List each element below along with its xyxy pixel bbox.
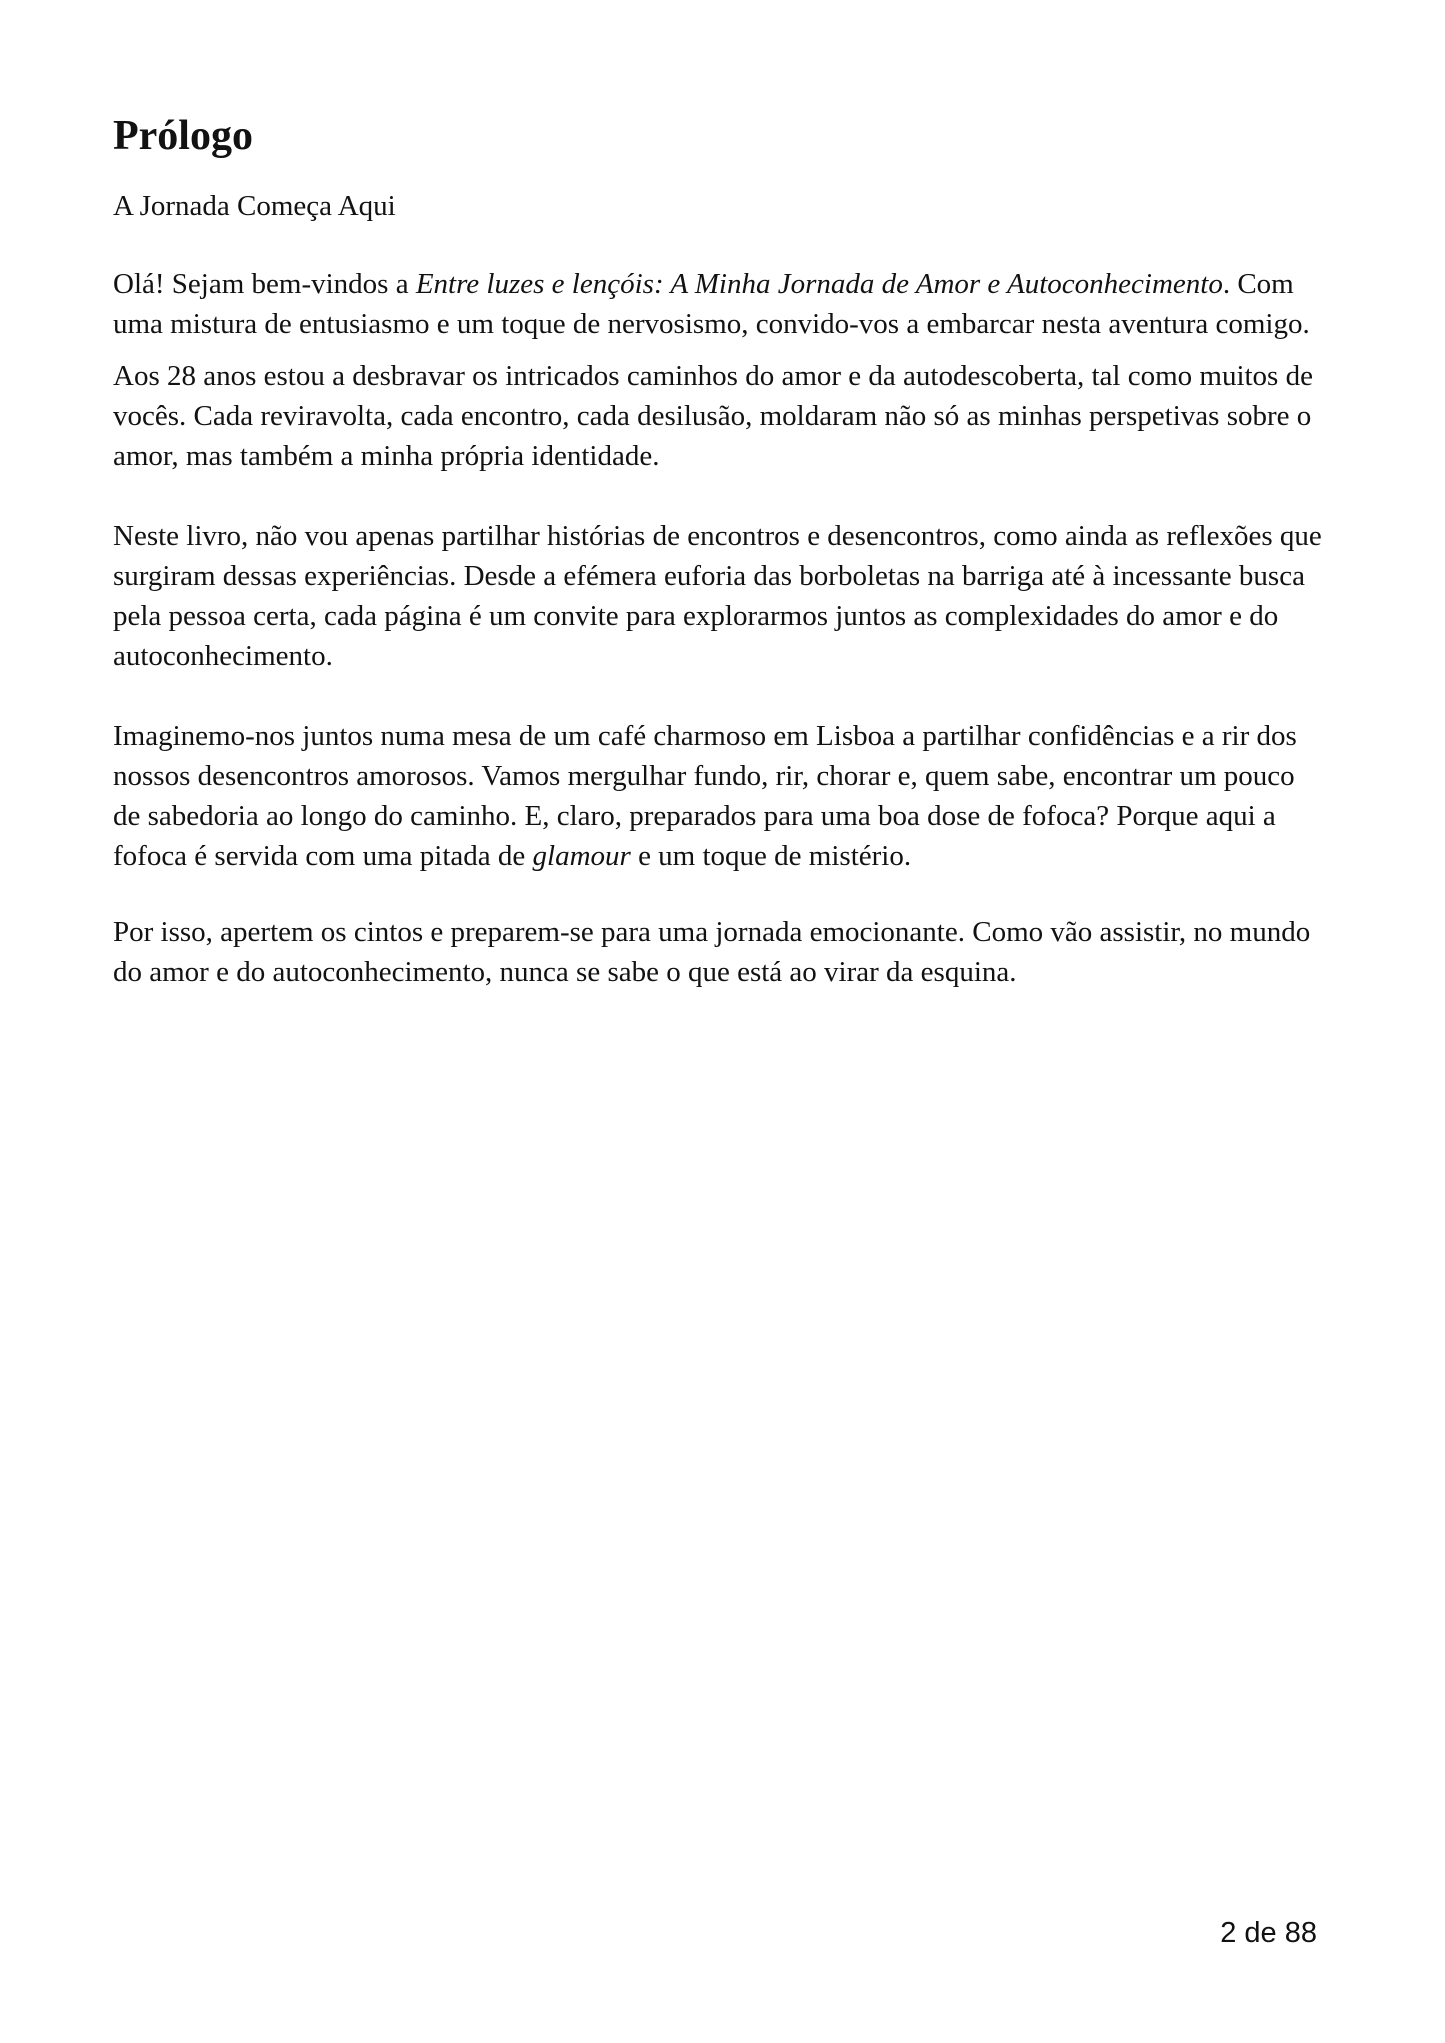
text-run: Olá! Sejam bem-vindos a xyxy=(113,268,416,300)
page-number-indicator: 2 de 88 xyxy=(1220,1917,1317,1949)
paragraph xyxy=(113,516,1325,676)
text-run: Aos 28 anos estou a desbravar os intricados caminhos do amor e da autodescoberta, tal como muitos de vocês. Cada reviravolta, cada encontro, cada desilusão, moldaram não só as minhas perspetivas sobre o amor, mas também a minha própria identidade. xyxy=(113,360,1313,472)
paragraph xyxy=(113,912,1325,992)
text-run: Por isso, apertem os cintos e preparem-se para uma jornada emocionante. Como vão assistir, no mundo do amor e do autoconhecimento, nunca se sabe o que está ao virar da esquina. xyxy=(113,916,1311,988)
text-column xyxy=(113,112,1325,992)
paragraph-list xyxy=(113,264,1325,992)
paragraph xyxy=(113,264,1325,344)
italic-text-run: glamour xyxy=(532,840,631,872)
text-run: Imaginemo-nos juntos numa mesa de um café charmoso em Lisboa a partilhar confidências e a rir dos nossos desencontros amorosos. Vamos mergulhar fundo, rir, chorar e, quem sabe, encontrar um pouco de sabedoria ao longo do caminho. E, claro, preparados para uma boa dose de fofoca? Porque aqui a fofoca é servida com uma pitada de xyxy=(113,720,1297,872)
text-run: e um toque de mistério. xyxy=(630,840,912,872)
text-run: . Com uma mistura de entusiasmo e um toque de nervosismo, convido-vos a embarcar nesta aventura comigo. xyxy=(113,268,1310,340)
paragraph xyxy=(113,716,1325,876)
italic-text-run: Entre luzes e lençóis: A Minha Jornada de Amor e Autoconhecimento xyxy=(415,268,1223,300)
paragraph xyxy=(113,356,1325,476)
text-run: Neste livro, não vou apenas partilhar histórias de encontros e desencontros, como ainda as reflexões que surgiram dessas experiências. Desde a efémera euforia das borboletas na barriga até à incessante busca pela pessoa certa, cada página é um convite para explorarmos juntos as complexidades do amor e do autoconhecimento. xyxy=(113,520,1322,672)
page-subtitle: A Jornada Começa Aqui xyxy=(113,190,396,222)
page-title: Prólogo xyxy=(113,113,253,159)
